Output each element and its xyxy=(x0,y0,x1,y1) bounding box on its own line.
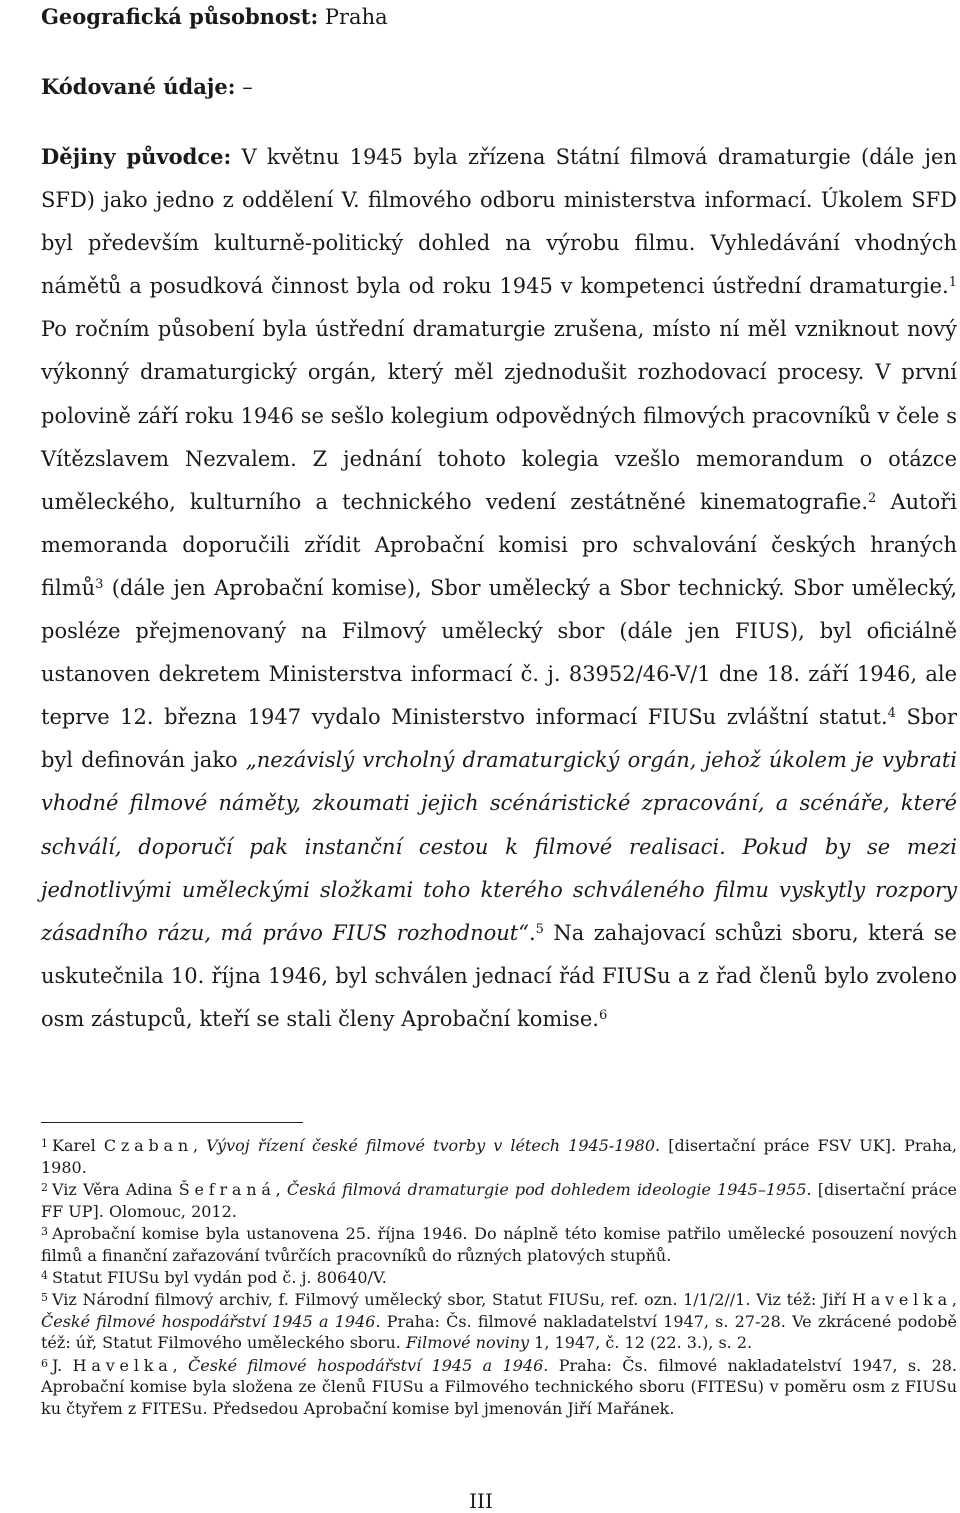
footnote-title: České filmové hospodářství 1945 a 1946 xyxy=(41,1311,376,1331)
history-text-6: . xyxy=(528,920,536,945)
footnote-text: Karel xyxy=(52,1136,104,1155)
history-text-4: (dále jen Aprobační komise), Sbor umělecký a Sbor technický. Sbor umělecký, posléze přejmenovaný na Filmový umělecký sbor (dále jen FIUS), byl oficiálně ustanoven dekretem Ministerstva informací č. j. 83952/46-V/1 dne 18. září 1946, ale teprve 12. března 1947 vydalo Ministerstvo informací FIUSu zvláštní statut. xyxy=(41,575,957,730)
footnote-3 xyxy=(41,1223,957,1266)
footnote-title: Česká filmová dramaturgie pod dohledem ideologie 1945–1955 xyxy=(286,1179,807,1199)
coded-data-label: Kódované údaje: xyxy=(41,74,236,99)
footnote-ref-1[interactable]: 1 xyxy=(948,275,957,291)
footnote-author: Havelka xyxy=(72,1355,173,1375)
footnote-1 xyxy=(41,1135,957,1178)
footnote-text: . [disertační práce FF UP]. Olomouc, 2012. xyxy=(41,1179,958,1221)
geographic-scope xyxy=(41,0,388,39)
history-text-7: Na zahajovací schůzi sboru, která se uskutečnila 10. října 1946, byl schválen jednací řád FIUSu a z řad členů bylo zvoleno osm zástupců, kteří se stali členy Aprobační komise. xyxy=(41,920,957,1031)
footnote-text: Viz Národní filmový archiv, f. Filmový umělecký sbor, Statut FIUSu, ref. ozn. 1/1/2//1. Viz též: Jiří xyxy=(52,1289,852,1309)
footnote-6 xyxy=(41,1355,957,1420)
history-text-5: Sbor byl definován jako xyxy=(41,705,957,773)
footnote-text: , xyxy=(951,1289,957,1309)
footnote-5 xyxy=(41,1289,957,1354)
footnote-text: , xyxy=(275,1179,287,1199)
footnote-author: Havelka xyxy=(851,1289,952,1309)
footnote-text: . Praha: Čs. filmové nakladatelství 1947, s. 28. Aprobační komise byla složena ze členů FIUSu a Filmového technického sboru (FITESu) v poměru osm z FIUSu ku čtyřem z FITESu. Předsedou Aprobační komise byl jmenován Jiří Mařánek. xyxy=(41,1355,958,1418)
footnote-text: , xyxy=(172,1355,189,1375)
footnote-number: 6 xyxy=(41,1356,48,1370)
geographic-scope-label: Geografická působnost: xyxy=(41,4,319,29)
footnote-4 xyxy=(41,1267,957,1289)
footnote-text: Statut FIUSu byl vydán pod č. j. 80640/V. xyxy=(52,1267,387,1287)
footnote-author: Šefraná xyxy=(178,1179,276,1199)
footnote-number: 4 xyxy=(41,1268,48,1282)
page-number: III xyxy=(469,1489,493,1513)
footnote-title: Vývoj řízení české filmové tvorby v létech 1945-1980 xyxy=(206,1136,656,1155)
footnote-separator xyxy=(41,1122,303,1123)
footnote-ref-5[interactable]: 5 xyxy=(535,921,544,937)
footnote-journal: Filmové noviny xyxy=(405,1333,530,1353)
history-text-1: V květnu 1945 byla zřízena Státní filmová dramaturgie (dále jen SFD) jako jedno z oddělení V. filmového odboru ministerstva informací. Úkolem SFD byl především kulturně-politický dohled na výrobu filmu. Vyhledávání vhodných námětů a posudková činnost byla od roku 1945 v kompetenci ústřední dramaturgie. xyxy=(41,145,957,299)
footnote-number: 2 xyxy=(41,1180,48,1194)
footnote-text: 1, 1947, č. 12 (22. 3.), s. 2. xyxy=(529,1333,753,1353)
footnotes xyxy=(41,1135,957,1420)
footnote-ref-3[interactable]: 3 xyxy=(95,576,104,592)
footnote-number: 5 xyxy=(41,1290,48,1304)
footnote-ref-6[interactable]: 6 xyxy=(598,1007,608,1023)
footnote-number: 3 xyxy=(41,1224,48,1238)
footnote-text: . [disertační práce FSV UK]. Praha, 1980. xyxy=(41,1136,958,1177)
footnote-text: . Praha: Čs. filmové nakladatelství 1947, s. 27-28. Ve zkrácené podobě též: úř, Statut Filmového uměleckého sboru. xyxy=(41,1311,958,1353)
footnote-ref-4[interactable]: 4 xyxy=(887,706,896,722)
footnote-text: Viz Věra Adina xyxy=(52,1179,179,1199)
footnote-ref-2[interactable]: 2 xyxy=(868,490,877,506)
statute-quote: „nezávislý vrcholný dramaturgický orgán, jehož úkolem je vybrati vhodné filmové náměty, zkoumati jejich scénáristické zpracování, a scénáře, které schválí, doporučí pak instanční cestou k filmové realisaci. Pokud by se mezi jednotlivými uměleckými složkami toho kterého schváleného filmu vyskytly rozpory zásadního rázu, má právo FIUS rozhodnout“ xyxy=(41,748,957,945)
footnote-text: Aprobační komise byla ustanovena 25. října 1946. Do náplně této komise patřilo umělecké posouzení nových filmů a finanční zařazování tvůrčích pracovníků do různých platových stupňů. xyxy=(41,1223,957,1265)
footnote-number: 1 xyxy=(41,1137,48,1150)
footnote-text: J. xyxy=(52,1355,73,1375)
history-label: Dějiny původce: xyxy=(41,144,232,169)
footnote-title: České filmové hospodářství 1945 a 1946 xyxy=(188,1355,544,1375)
history-paragraph xyxy=(41,135,957,1041)
geographic-scope-value: Praha xyxy=(318,5,388,29)
history-text-3: Autoři memoranda doporučili zřídit Aprobační komisi pro schvalování českých hraných filmů xyxy=(41,489,957,600)
history-text-2: Po ročním působení byla ústřední dramaturgie zrušena, místo ní měl vzniknout nový výkonný dramaturgický orgán, který měl zjednodušit rozhodovací procesy. V první polovině září roku 1946 se sešlo kolegium odpovědných filmových pracovníků v čele s Vítězslavem Nezvalem. Z jednání tohoto kolegia vzešlo memorandum o otázce uměleckého, kulturního a technického vedení zestátněné kinematografie. xyxy=(41,317,957,514)
footnote-author: Czaban xyxy=(103,1136,193,1155)
footnote-2 xyxy=(41,1179,957,1222)
footnote-text: , xyxy=(192,1136,207,1155)
coded-data-value: – xyxy=(235,75,253,99)
coded-data xyxy=(41,65,253,109)
